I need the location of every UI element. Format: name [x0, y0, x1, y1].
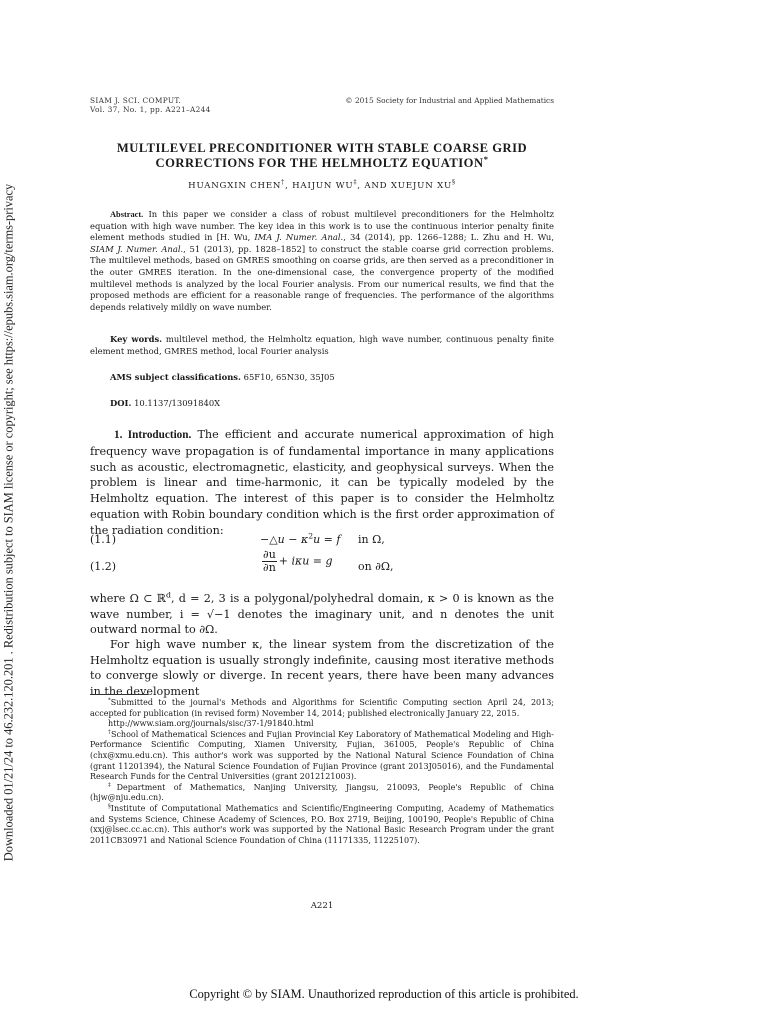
- footnote-affiliation-1: [90, 730, 554, 783]
- equation-number: (1.1): [90, 533, 117, 546]
- equation-body: [260, 533, 340, 546]
- author-3: AND XUEJUN XU: [364, 181, 453, 191]
- footnote-mark: §: [108, 803, 111, 810]
- ams-classifications: [110, 372, 335, 382]
- footnote-affiliation-3: [90, 804, 554, 846]
- equation-body: [262, 549, 333, 574]
- footnote-text: Submitted to the journal's Methods and Algorithms for Scientific Computing section April 24, 2013; accepted for publication (in revised form) November 14, 2014; published electronically January 22, 2015.: [90, 698, 554, 718]
- footnote-text: Institute of Computational Mathematics and Scientific/Engineering Computing, Academy of Mathematics and Systems Science, Chinese Academy of Sciences, P.O. Box 2719, Beijing, 100190, People's Republic of China (xxj@lsec.cc.ac.cn). This author's work was supported by the National Basic Research Program under the grant 2011CB30971 and National Science Foundation of China (11171335, 11225107).: [90, 803, 554, 845]
- title-line-2-text: CORRECTIONS FOR THE HELMHOLTZ EQUATION: [155, 156, 484, 170]
- society-copyright: © 2015 Society for Industrial and Applied Mathematics: [345, 96, 554, 105]
- footnote-mark: †: [108, 729, 111, 736]
- footnote-mark: *: [108, 697, 111, 704]
- equation-lhs: −△u − κ: [260, 533, 309, 546]
- body-paragraph: For high wave number κ, the linear system from the discretization of the Helmholtz equation is usually strongly indefinite, causing most iterative methods to converge slowly or diverge. In recent years, there have been many advances in the development: [90, 638, 554, 698]
- fraction-numerator: ∂u: [263, 548, 276, 561]
- author-1-mark: †: [281, 179, 286, 187]
- author-3-mark: §: [452, 179, 456, 187]
- footnote-mark: ‡: [108, 782, 117, 789]
- equation-power: 2: [308, 531, 314, 541]
- article-url-link[interactable]: http://www.siam.org/journals/sisc/37-1/91840.html: [108, 719, 314, 729]
- keywords-label: Key words.: [110, 334, 163, 344]
- abstract-text-3: , 51 (2013), pp. 1828–1852] to construct the stable coarse grid correction problems. The multilevel methods, based on GMRES smoothing on coarse grids, are then served as a preconditioner in the outer GMRES iteration. In the one-dimensional case, the convergence property of the modified multilevel methods is analyzed by the local Fourier analysis. From our numerical results, we find that the proposed methods are efficient for a reasonable range of frequencies. The performance of the algorithms depends relatively mildly on wave number.: [90, 243, 554, 312]
- doi-text: 10.1137/13091840X: [134, 398, 221, 408]
- footnote-divider: [90, 694, 148, 695]
- page-number: A221: [310, 901, 334, 911]
- footnote-affiliation-2: [90, 783, 554, 804]
- abstract-citation-2: SIAM J. Numer. Anal.: [90, 243, 184, 254]
- author-1: HUANGXIN CHEN: [188, 181, 282, 191]
- abstract-text-1: In this paper we consider a class of robust multilevel preconditioners for the Helmholtz equation with high wave number. The key idea in this work is to use the continuous interior penalty finite element methods studied in [H. Wu,: [90, 209, 554, 243]
- author-2: HAIJUN WU: [292, 181, 354, 191]
- paper-title: [90, 141, 554, 171]
- introduction-paragraph: [90, 427, 554, 539]
- footnote-submission: [90, 698, 554, 719]
- introduction-text: The efficient and accurate numerical approximation of high frequency wave propagation is of fundamental importance in many applications such as acoustic, electromagnetic, elasticity, and geophysical surveys. When the problem is linear and time-harmonic, it can be typically modeled by the Helmholtz equation. The interest of this paper is to consider the Helmholtz equation with Robin boundary condition which is the first order approximation of the radiation condition:: [90, 428, 555, 537]
- doi: [110, 398, 220, 408]
- keywords-text: multilevel method, the Helmholtz equation, high wave number, continuous penalty finite element method, GMRES method, local Fourier analysis: [90, 334, 554, 356]
- abstract: [90, 209, 554, 313]
- domain-text-1: where Ω ⊂ ℝ: [90, 592, 166, 605]
- ams-label: AMS subject classifications.: [110, 372, 241, 382]
- footnote-text: Department of Mathematics, Nanjing University, Jiangsu, 210093, People's Republic of China (hjw@nju.edu.cn).: [90, 782, 555, 803]
- ams-text: 65F10, 65N30, 35J05: [243, 372, 335, 382]
- fraction-denominator: ∂n: [263, 561, 276, 574]
- domain-description: [90, 591, 554, 638]
- equation-rhs: + iκu = g: [278, 554, 333, 568]
- abstract-citation-1: IMA J. Numer. Anal.: [254, 232, 344, 243]
- journal-name: SIAM J. SCI. COMPUT.: [90, 96, 182, 105]
- journal-info: [90, 96, 211, 114]
- domain-dimension: d: [165, 590, 171, 600]
- doi-label: DOI.: [110, 398, 132, 408]
- author-list: HUANGXIN CHEN†, HAIJUN WU‡, AND XUEJUN XU§: [188, 179, 456, 191]
- equation-rhs: u = f: [313, 533, 341, 546]
- equation-condition: in Ω,: [358, 533, 385, 546]
- download-stamp: Downloaded 01/21/24 to 46.232.120.201 . Redistribution subject to SIAM license or copyright; see https://epubs.siam.org/terms-privacy: [1, 183, 16, 862]
- domain-text-2: , d = 2, 3 is a polygonal/polyhedral domain, κ > 0 is known as the wave number, i = √−1 denotes the imaginary unit, and n denotes the unit outward normal to ∂Ω.: [90, 592, 554, 637]
- author-2-mark: ‡: [353, 179, 358, 187]
- copyright-notice: Copyright © by SIAM. Unauthorized reproduction of this article is prohibited.: [189, 987, 579, 1001]
- journal-volume: Vol. 37, No. 1, pp. A221–A244: [90, 105, 211, 114]
- abstract-text-2: , 34 (2014), pp. 1266–1288; L. Zhu and H. Wu,: [343, 232, 554, 243]
- equation-number: (1.2): [90, 560, 117, 573]
- abstract-label: Abstract.: [110, 210, 144, 219]
- title-line-2: [90, 153, 554, 171]
- footnotes: [90, 698, 554, 846]
- equation-condition: on ∂Ω,: [358, 560, 394, 573]
- title-line-1: MULTILEVEL PRECONDITIONER WITH STABLE COARSE GRID: [116, 141, 528, 155]
- keywords: [90, 334, 554, 357]
- introduction-heading: 1. Introduction.: [114, 429, 192, 441]
- title-footnote-mark: *: [483, 153, 489, 164]
- footnote-text: School of Mathematical Sciences and Fujian Provincial Key Laboratory of Mathematical Modeling and High-Performance Scientific Computing, Xiamen University, Fujian, 361005, People's Republic of China (chx@xmu.edu.cn). This author's work was supported by the National Natural Science Foundation of China (grant 11201394), the Natural Science Foundation of Fujian Province (grant 2013J05016), and the Fundamental Research Funds for the Central Universities (grant 2012121003).: [90, 729, 554, 782]
- footnote-url-line: [90, 719, 554, 730]
- normal-derivative-fraction: [262, 549, 277, 574]
